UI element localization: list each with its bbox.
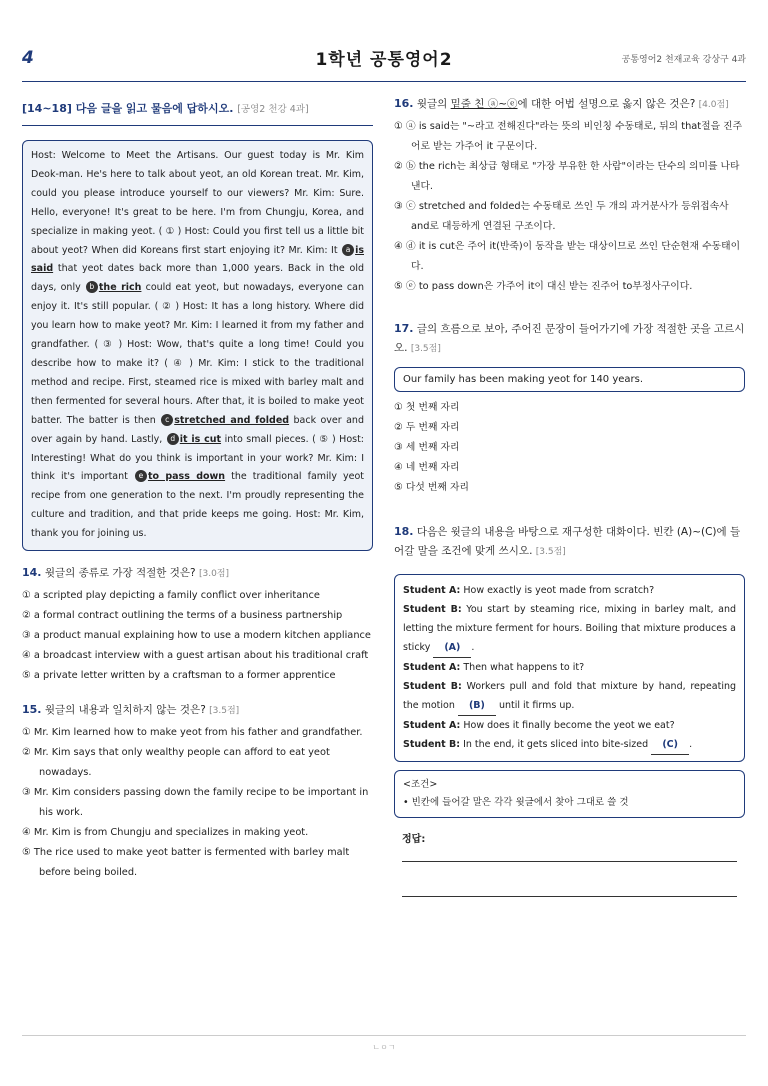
question-points: [3.5점] <box>410 344 441 354</box>
passage-text: ) Host: Interesting! What do you think is important in your work? Mr. Kim: I think it's important <box>31 433 365 483</box>
option-text: ⓐ is said는 "~라고 전해진다"라는 뜻의 비인칭 수동태로, 뒤의 that절을 진주어로 받는 가주어 it 구문이다. <box>405 121 743 152</box>
option-list <box>22 586 373 686</box>
option-mark: ① <box>394 402 403 413</box>
option[interactable] <box>394 418 745 438</box>
question-text: 윗글의 내용과 일치하지 않는 것은? <box>44 704 206 717</box>
option-text: 네 번째 자리 <box>405 462 460 473</box>
question-14 <box>22 565 373 686</box>
option-text: a broadcast interview with a guest artisan about his traditional craft <box>33 650 369 662</box>
speaker-a: Student A: <box>403 720 461 731</box>
footer-text: ㄴㅇㄱ <box>372 1043 396 1052</box>
underlined-d: it is cut <box>179 433 222 445</box>
answer-line-2[interactable] <box>402 896 737 897</box>
option-text: a scripted play depicting a family conflict over inheritance <box>33 590 320 602</box>
passage-text: back over and over again by hand. Lastly, <box>31 414 364 445</box>
question-points: [3.0점] <box>198 569 230 580</box>
dialog-line: Workers pull and fold that mixture by hand, repeating the motion <box>403 681 737 711</box>
position-marker-5: ⑤ <box>319 433 329 445</box>
speaker-b: Student B: <box>403 681 462 692</box>
option-mark: ③ <box>394 201 403 212</box>
option-list <box>22 723 373 883</box>
option[interactable] <box>22 783 373 823</box>
option-text: ⓑ the rich는 최상급 형태로 "가장 부유한 한 사람"이라는 단수의 의미를 나타낸다. <box>405 161 740 192</box>
blank-a[interactable]: (A) <box>433 638 471 658</box>
given-sentence: Our family has been making yeot for 140 years. <box>394 367 745 392</box>
option-text: 다섯 번째 자리 <box>405 482 469 493</box>
option-mark: ⑤ <box>22 847 31 859</box>
question-text: 에 대한 어법 설명으로 옳지 않은 것은? <box>517 98 696 110</box>
option-mark: ⑤ <box>22 670 31 682</box>
question-title <box>22 565 373 580</box>
option-mark: ① <box>22 590 31 602</box>
option-list <box>394 117 745 297</box>
left-column <box>22 100 373 883</box>
position-marker-1: ① <box>165 225 175 237</box>
blank-c[interactable]: (C) <box>651 735 689 755</box>
option-mark: ③ <box>394 442 403 453</box>
question-text: 윗글의 <box>416 98 451 110</box>
option[interactable] <box>22 823 373 843</box>
passage-text: the traditional family yeot recipe from one generation to the next. I'm proudly representing the culture and tradition, and that pride keeps me going. Host: Mr. Kim, thank you for joining us. <box>31 471 364 540</box>
option[interactable] <box>22 626 373 646</box>
option-mark: ⑤ <box>394 482 403 493</box>
answer-label: 정답: <box>402 834 426 845</box>
option-text: 첫 번째 자리 <box>405 402 460 413</box>
option[interactable] <box>394 237 745 277</box>
position-marker-3: ③ <box>103 339 114 351</box>
marker-e: e <box>135 470 147 482</box>
option-mark: ④ <box>394 462 403 473</box>
option-text: ⓔ to pass down은 가주어 it이 대신 받는 진주어 to부정사구이다. <box>405 281 693 292</box>
passage-text: that yeot dates back more than 1,000 years. Back in the old days, only <box>31 263 364 294</box>
option-text: The rice used to make yeot batter is fermented with barley malt before being boiled. <box>33 847 350 879</box>
question-number: 15. <box>22 703 42 717</box>
option-mark: ② <box>22 610 31 622</box>
option[interactable] <box>22 646 373 666</box>
passage-text: ) Mr. Kim: I stick to the traditional method and recipe. First, steamed rice is mixed with barley malt and then fermented for several hours. After that, it is boiled to make yeot batter. The batter is then <box>31 357 364 426</box>
passage-text: ) Host: Could you first tell us a little bit about yeot? When did Koreans first start enjoying it? Mr. Kim: It <box>31 225 364 256</box>
option-mark: ④ <box>22 650 31 662</box>
condition-label: <조건> <box>403 779 438 790</box>
option[interactable] <box>394 398 745 418</box>
question-number: 18. <box>394 525 414 538</box>
dialog-line: until it firms up. <box>498 700 575 711</box>
option-mark: ② <box>394 161 403 172</box>
question-text: 다음은 윗글의 내용을 바탕으로 재구성한 대화이다. 빈칸 (A)~(C)에 들어갈 말을 조건에 맞게 쓰시오. <box>394 526 741 557</box>
question-text: 윗글의 종류로 가장 적절한 것은? <box>44 567 196 580</box>
question-text-underlined: 밑줄 친 ⓐ~ⓔ <box>450 98 518 110</box>
option-text: 세 번째 자리 <box>405 442 460 453</box>
option-text: Mr. Kim says that only wealthy people can afford to eat yeot nowadays. <box>33 747 330 779</box>
option[interactable] <box>394 197 745 237</box>
blank-b[interactable]: (B) <box>458 696 496 716</box>
condition-box <box>394 770 745 818</box>
section-heading <box>22 100 373 126</box>
option-mark: ① <box>394 121 403 132</box>
question-text: 글의 흐름으로 보아, 주어진 문장이 들어가기에 가장 적절한 곳을 고르시오. <box>394 323 745 354</box>
answer-line-1[interactable] <box>402 861 737 862</box>
option-text: ⓒ stretched and folded는 수동태로 쓰인 두 개의 과거분사가 등위접속사 and로 대등하게 연결된 구조이다. <box>405 201 729 232</box>
passage-text: into small pieces. ( <box>224 433 316 445</box>
passage-text: could eat yeot, but nowadays, everyone can enjoy it. It's still popular. ( <box>31 282 364 313</box>
option-text: a formal contract outlining the terms of a business partnership <box>33 610 343 622</box>
underlined-e: to pass down <box>147 471 226 483</box>
option-mark: ③ <box>22 630 31 642</box>
page-subtitle: 공통영어2 천재교육 강상구 4과 <box>621 55 746 65</box>
marker-c: c <box>161 414 173 426</box>
option-mark: ⑤ <box>394 281 403 292</box>
option-mark: ④ <box>394 241 403 252</box>
question-title <box>394 522 745 562</box>
question-15 <box>22 702 373 883</box>
underlined-c: stretched and folded <box>174 414 290 426</box>
option[interactable] <box>394 157 745 197</box>
dialog-line: How exactly is yeot made from scratch? <box>463 585 655 596</box>
section-reference: [공영2 천강 4과] <box>237 104 309 115</box>
page-title: 1학년 공통영어2 <box>315 50 453 70</box>
underlined-b: the rich <box>98 282 142 294</box>
position-marker-4: ④ <box>173 357 185 369</box>
dialog-line: In the end, it gets sliced into bite-sized <box>463 739 649 750</box>
question-17 <box>394 319 745 498</box>
option-list <box>394 398 745 498</box>
dialog-line: Then what happens to it? <box>463 662 585 673</box>
option[interactable] <box>22 843 373 883</box>
position-marker-2: ② <box>162 301 172 313</box>
option-mark: ① <box>22 727 31 739</box>
marker-d: d <box>167 433 179 445</box>
option[interactable] <box>394 478 745 498</box>
question-points: [3.5점] <box>209 706 240 717</box>
option-mark: ② <box>22 747 31 759</box>
underlined-a: is said <box>31 244 364 275</box>
speaker-b: Student B: <box>403 604 462 615</box>
question-points: [3.5점] <box>535 547 566 557</box>
option[interactable] <box>394 277 745 297</box>
speaker-a: Student A: <box>403 585 461 596</box>
marker-a: a <box>342 244 354 256</box>
option-mark: ③ <box>22 787 31 799</box>
page-number: 4 <box>22 48 34 68</box>
marker-b: b <box>86 281 98 293</box>
question-18 <box>394 522 745 897</box>
option-text: 두 번째 자리 <box>405 422 460 433</box>
question-16 <box>394 96 745 297</box>
question-number: 14. <box>22 566 42 580</box>
dialog-line: How does it finally become the yeot we eat? <box>463 720 675 731</box>
header-divider <box>22 81 746 82</box>
option-mark: ② <box>394 422 403 433</box>
passage-text: ) Host: It has a long history. Where did you learn how to make yeot? Mr. Kim: I learned it from my father and grandfather. ( <box>31 301 364 351</box>
option[interactable] <box>394 117 745 157</box>
question-title <box>22 702 373 717</box>
reading-passage <box>22 140 373 551</box>
option-text: a product manual explaining how to use a modern kitchen appliance <box>33 630 371 642</box>
option[interactable] <box>22 743 373 783</box>
option[interactable] <box>394 438 745 458</box>
speaker-b: Student B: <box>403 739 461 750</box>
option[interactable] <box>22 666 373 686</box>
option-text: Mr. Kim is from Chungju and specializes in making yeot. <box>33 827 309 839</box>
right-column <box>394 96 745 897</box>
option-mark: ④ <box>22 827 31 839</box>
option[interactable] <box>22 723 373 743</box>
option[interactable] <box>22 586 373 606</box>
question-number: 17. <box>394 322 414 335</box>
question-title <box>394 96 745 111</box>
option-text: Mr. Kim considers passing down the family recipe to be important in his work. <box>33 787 369 819</box>
section-instruction: 다음 글을 읽고 물음에 답하시오. <box>75 102 234 115</box>
question-points: [4.0점] <box>698 100 729 110</box>
option-text: a private letter written by a craftsman to a former apprentice <box>33 670 336 682</box>
passage-text: Host: Welcome to Meet the Artisans. Our guest today is Mr. Kim Deok-man. He's here to talk about yeot, an old Korean treat. Mr. Kim, could you please introduce yourself to our viewers? Mr. Kim: Sure. Hello, everyone! It's great to be here. I'm from Chungju, Korea, and specialize in making yeot. ( <box>31 150 364 237</box>
dialog-box: Student A: How exactly is yeot made from scratch? Student B: You start by steaming rice, mixing in barley malt, and letting the mixture ferment for hours. Boiling that mixture produces a sticky (A) . Student A: Then what happens to it? Student B: Workers pull and fold that mixture by hand, repeating the motion (B) until it firms up. Student A: How does it finally become the yeot we eat? Student B: In the end, it gets sliced into bite-sized (C) . <box>394 574 745 762</box>
speaker-a: Student A: <box>403 662 461 673</box>
question-number: 16. <box>394 97 414 110</box>
footer-divider <box>22 1035 746 1036</box>
condition-text: • 빈칸에 들어갈 말은 각각 윗글에서 찾아 그대로 쓸 것 <box>403 797 629 808</box>
option-text: ⓓ it is cut은 주어 it(반죽)이 동작을 받는 대상이므로 쓰인 단순현재 수동태이다. <box>405 241 741 272</box>
question-title <box>394 319 745 359</box>
dialog-line: You start by steaming rice, mixing in barley malt, and letting the mixture ferment for hours. Boiling that mixture produces a sticky <box>403 604 737 653</box>
option[interactable] <box>22 606 373 626</box>
option[interactable] <box>394 458 745 478</box>
section-range: [14~18] <box>22 102 72 115</box>
option-text: Mr. Kim learned how to make yeot from his father and grandfather. <box>33 727 363 739</box>
passage-text: ) Host: Wow, that's quite a long time! Could you describe how to make it? ( <box>31 339 364 369</box>
